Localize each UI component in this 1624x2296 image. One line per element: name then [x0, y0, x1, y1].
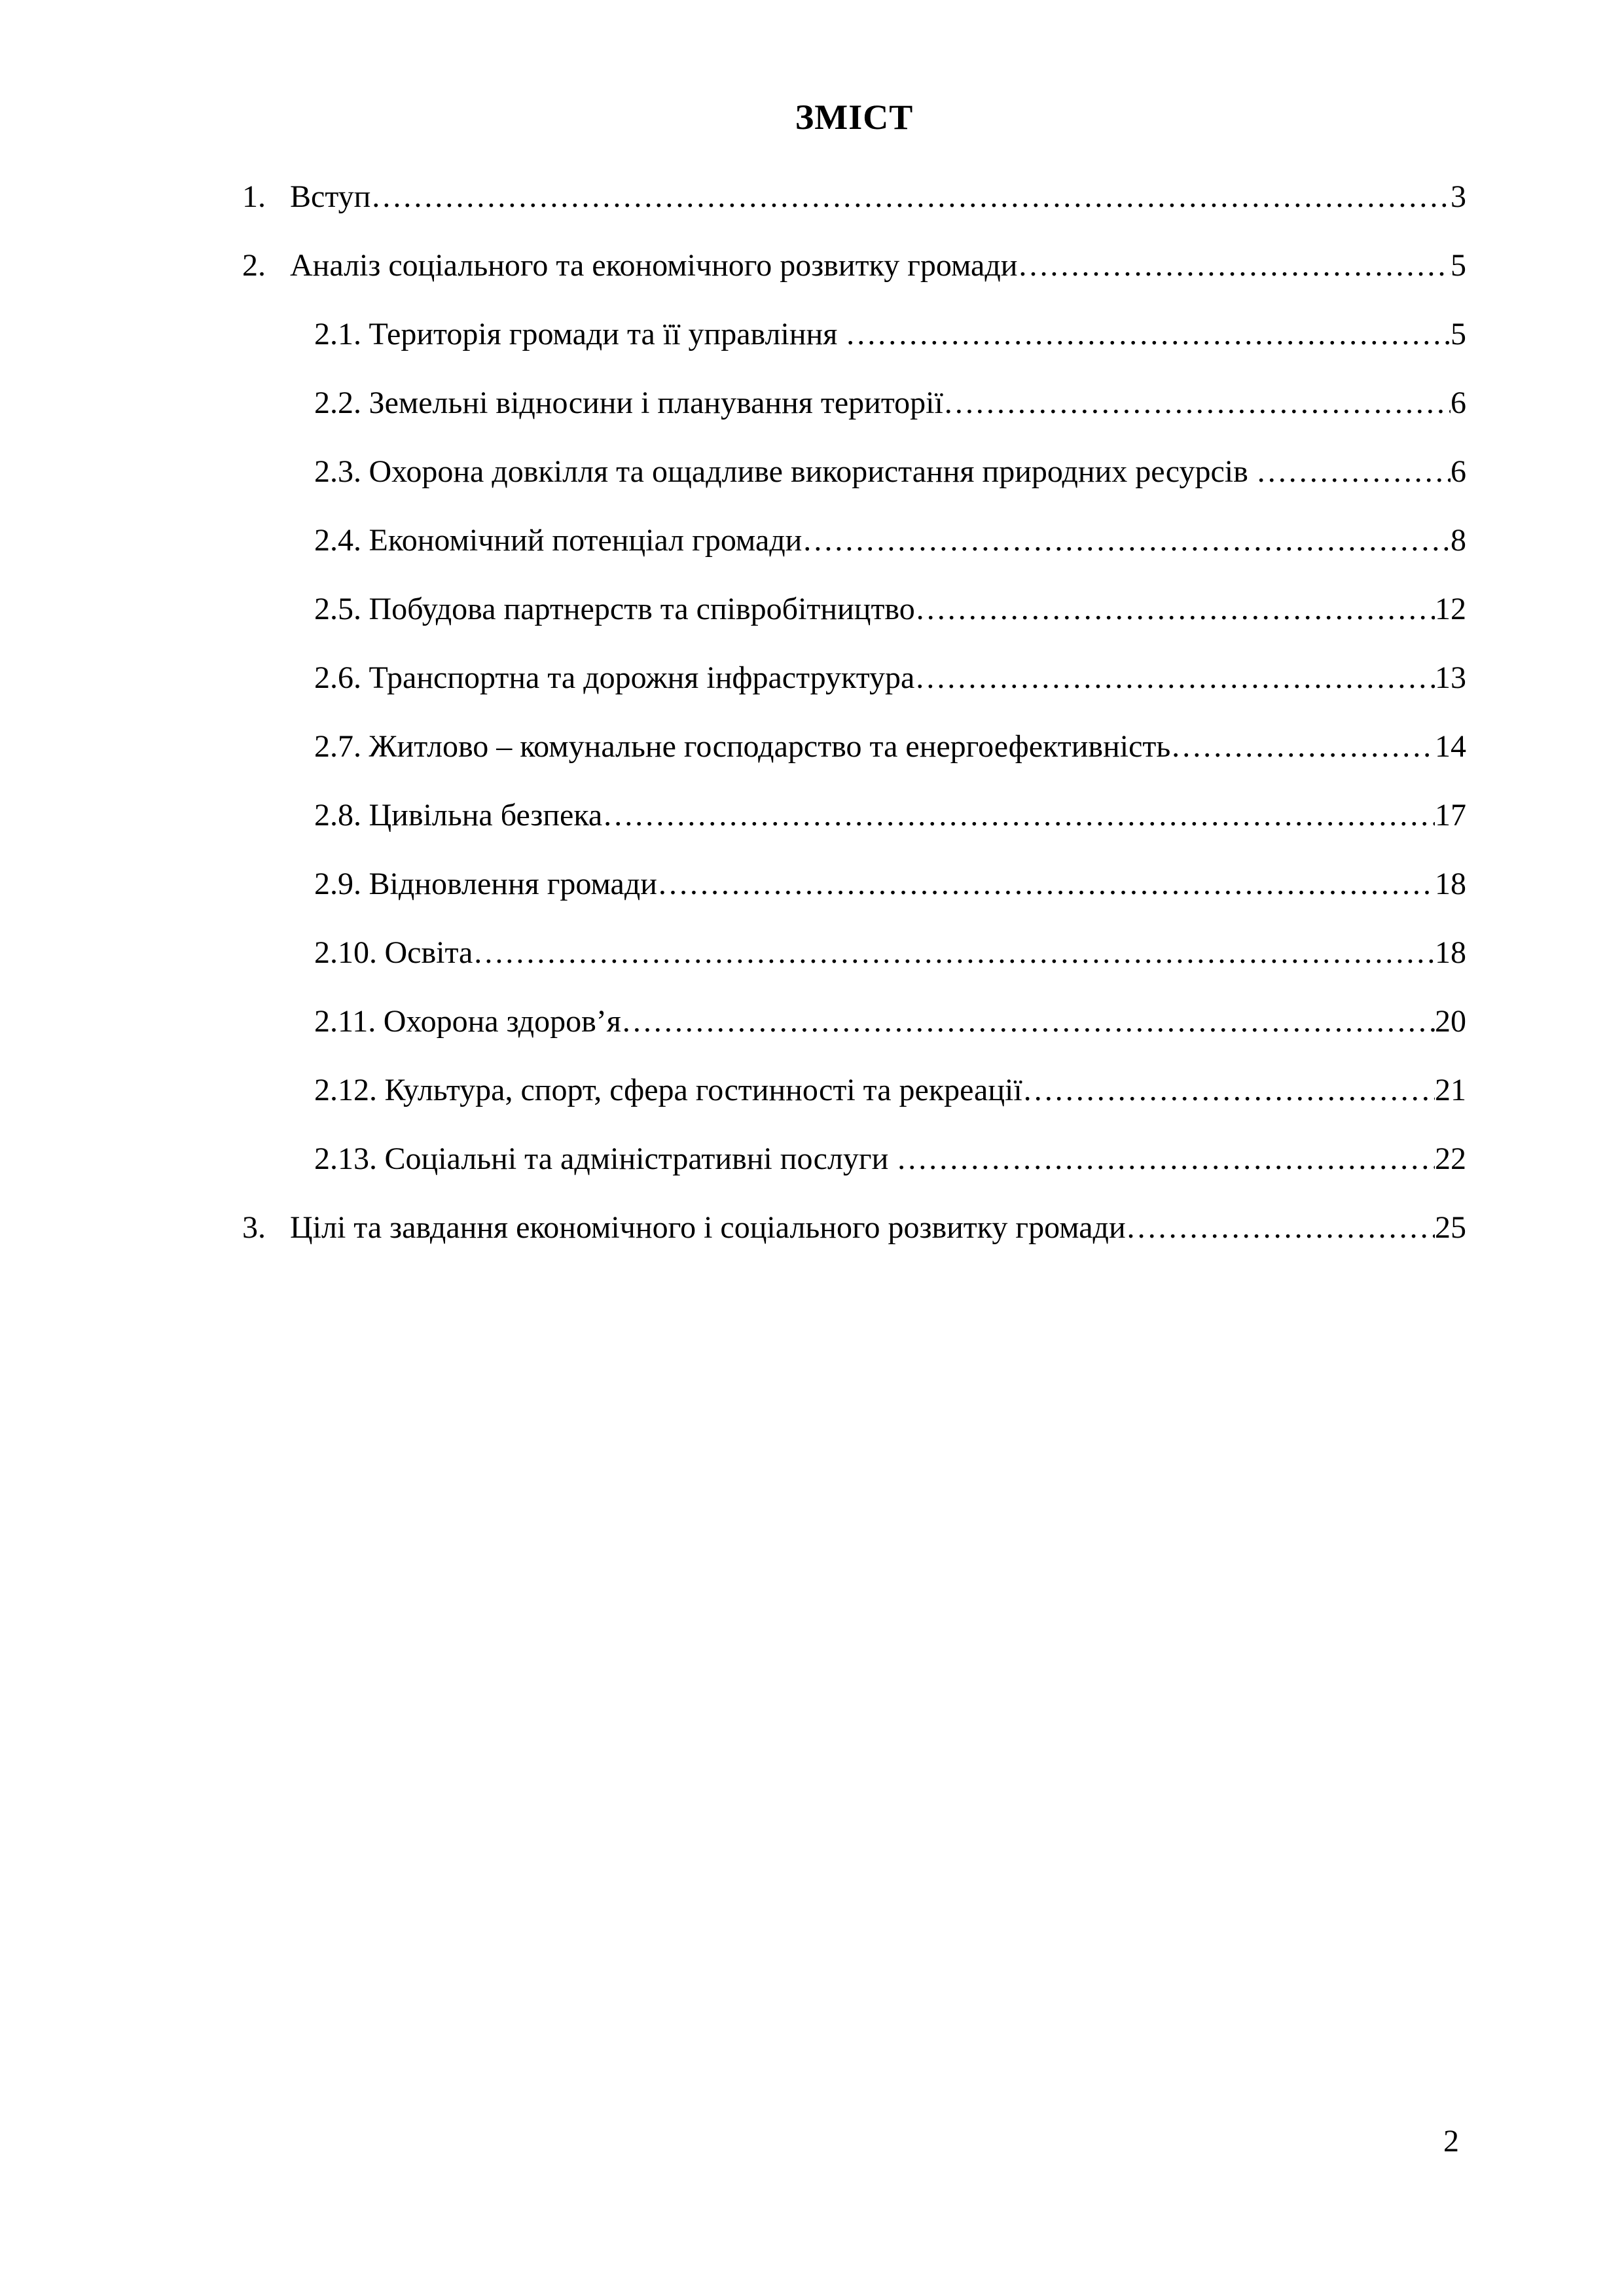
toc-entry-page: 20	[1435, 1004, 1466, 1039]
toc-dot-leader	[657, 850, 1435, 918]
toc-entry-number: 2.3.	[314, 454, 361, 490]
toc-entry-title: Аналіз соціального та економічного розвитку громади	[290, 248, 1018, 283]
toc-entry	[242, 1056, 1466, 1124]
toc-entry-title: Побудова партнерств та співробітництво	[369, 592, 915, 627]
toc-entry	[242, 781, 1466, 850]
toc-dot-leader	[1126, 1193, 1435, 1262]
toc-dot-leader	[1017, 231, 1451, 300]
toc-entry-number: 2.2.	[314, 386, 361, 421]
toc-dot-leader	[473, 918, 1435, 987]
toc-entry	[242, 437, 1466, 506]
toc-entry	[242, 918, 1466, 987]
toc-entry-title: Культура, спорт, сфера гостинності та рекреації	[384, 1073, 1022, 1108]
toc-entry	[242, 712, 1466, 781]
toc-entry-number: 2.10.	[314, 935, 377, 971]
toc-dot-leader	[602, 781, 1435, 850]
toc-entry	[242, 987, 1466, 1056]
toc-entry-title: Цілі та завдання економічного і соціального розвитку громади	[290, 1210, 1126, 1246]
toc-entry-title: Цивільна безпека	[369, 798, 603, 833]
toc-entry-page: 21	[1435, 1073, 1466, 1108]
footer-page-number: 2	[1443, 2124, 1459, 2159]
toc-entry-page: 22	[1435, 1141, 1466, 1177]
toc-entry-page: 13	[1435, 660, 1466, 696]
toc-entry-number: 2.	[242, 248, 266, 283]
toc-dot-leader	[1256, 437, 1451, 506]
toc-dot-leader	[1170, 712, 1435, 781]
toc-entry-number: 1.	[242, 179, 266, 215]
toc-entry	[242, 506, 1466, 575]
toc-list	[242, 162, 1466, 1262]
toc-entry-page: 5	[1451, 317, 1466, 352]
toc-dot-leader	[802, 506, 1451, 575]
toc-entry-number: 2.8.	[314, 798, 361, 833]
toc-dot-leader	[370, 162, 1451, 231]
toc-entry-page: 6	[1451, 386, 1466, 421]
toc-entry-number: 2.4.	[314, 523, 361, 558]
toc-dot-leader	[914, 643, 1435, 712]
toc-entry-title: Охорона здоров’я	[383, 1004, 621, 1039]
toc-entry-title: Освіта	[384, 935, 473, 971]
toc-entry	[242, 1124, 1466, 1193]
toc-entry-title: Житлово – комунальне господарство та енергоефективність	[369, 729, 1171, 764]
toc-entry-page: 14	[1435, 729, 1466, 764]
toc-entry-number: 2.6.	[314, 660, 361, 696]
toc-dot-leader	[896, 1124, 1435, 1193]
toc-entry-page: 3	[1451, 179, 1466, 215]
toc-entry	[242, 162, 1466, 231]
toc-dot-leader	[1022, 1056, 1435, 1124]
toc-entry-title: Транспортна та дорожня інфраструктура	[369, 660, 915, 696]
toc-entry-title: Земельні відносини і планування території	[369, 386, 943, 421]
toc-entry-title: Територія громади та її управління	[369, 317, 846, 352]
toc-entry-number: 2.12.	[314, 1073, 377, 1108]
toc-entry-number: 2.7.	[314, 729, 361, 764]
toc-entry	[242, 575, 1466, 643]
toc-entry-title: Вступ	[290, 179, 371, 215]
toc-entry	[242, 300, 1466, 368]
toc-entry-number: 2.9.	[314, 867, 361, 902]
toc-entry-number: 2.5.	[314, 592, 361, 627]
toc-entry-title: Відновлення громади	[369, 867, 657, 902]
toc-entry-title: Соціальні та адміністративні послуги	[384, 1141, 897, 1177]
toc-entry-page: 25	[1435, 1210, 1466, 1246]
page-content	[242, 0, 1466, 1262]
page-title: ЗМІСТ	[795, 98, 914, 137]
toc-dot-leader	[845, 300, 1451, 368]
toc-entry-page: 6	[1451, 454, 1466, 490]
toc-entry-page: 17	[1435, 798, 1466, 833]
toc-entry	[242, 231, 1466, 300]
toc-entry-page: 8	[1451, 523, 1466, 558]
toc-entry-title: Охорона довкілля та ощадливе використання природних ресурсів	[369, 454, 1256, 490]
toc-entry-page: 12	[1435, 592, 1466, 627]
toc-entry	[242, 850, 1466, 918]
toc-entry-page: 18	[1435, 935, 1466, 971]
toc-entry-number: 3.	[242, 1210, 266, 1246]
toc-entry-number: 2.1.	[314, 317, 361, 352]
toc-dot-leader	[943, 368, 1451, 437]
toc-entry	[242, 368, 1466, 437]
toc-entry-page: 5	[1451, 248, 1466, 283]
toc-entry-title: Економічний потенціал громади	[369, 523, 803, 558]
toc-entry	[242, 643, 1466, 712]
toc-entry-number: 2.13.	[314, 1141, 377, 1177]
toc-entry-number: 2.11.	[314, 1004, 376, 1039]
toc-dot-leader	[621, 987, 1435, 1056]
toc-dot-leader	[915, 575, 1435, 643]
toc-entry-page: 18	[1435, 867, 1466, 902]
toc-entry	[242, 1193, 1466, 1262]
